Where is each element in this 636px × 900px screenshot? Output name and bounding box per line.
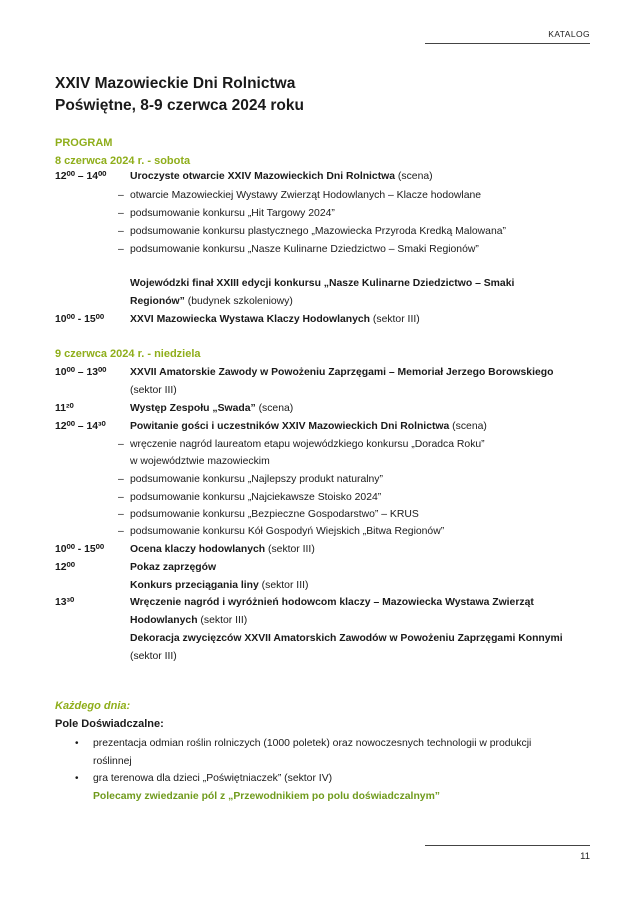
event-location: (budynek szkoleniowy) <box>184 296 293 307</box>
sub-item <box>55 241 595 259</box>
bullet-icon: • <box>75 738 79 749</box>
schedule-row <box>55 400 595 418</box>
time: 12⁰⁰ – 14⁰⁰ <box>55 171 107 182</box>
time: 12⁰⁰ <box>55 562 75 573</box>
event-location: (scena) <box>255 403 294 414</box>
event-location: (sektor III) <box>197 615 248 626</box>
sub-item-text: podsumowanie konkursu plastycznego „Mazowiecka Przyroda Kredką Malowana” <box>130 226 506 237</box>
list-item-text: roślinnej <box>93 756 132 767</box>
event-title: Wojewódzki finał XXIII edycji konkursu „Nasze Kulinarne Dziedzictwo – Smaki <box>130 278 515 289</box>
time: 10⁰⁰ - 15⁰⁰ <box>55 544 105 555</box>
schedule-row <box>55 275 595 293</box>
event-title: Pokaz zaprzęgów <box>130 562 217 573</box>
event-location: (scena) <box>449 421 487 432</box>
sub-item-text: w województwie mazowieckim <box>130 456 270 467</box>
event-location: (sektor III) <box>370 314 420 325</box>
document-title: XXIV Mazowieckie Dni Rolnictwa <box>55 75 296 92</box>
event-title: Konkurs przeciągania liny <box>130 580 259 591</box>
event-title: Hodowlanych <box>130 615 198 626</box>
time: 10⁰⁰ - 15⁰⁰ <box>55 314 105 325</box>
sub-item <box>55 187 595 205</box>
sub-item-text: podsumowanie konkursu „Najciekawsze Stoisko 2024” <box>130 492 382 503</box>
sub-item <box>55 471 595 489</box>
dash: – <box>118 474 124 485</box>
schedule-row <box>55 311 595 329</box>
sub-item <box>55 523 595 541</box>
event-title: Dekoracja zwycięzców XXVII Amatorskich Zawodów w Powożeniu Zaprzęgami Konnymi <box>130 633 563 644</box>
schedule-row <box>55 559 595 577</box>
event-location: (sektor III) <box>130 385 177 396</box>
recommendation-text: Polecamy zwiedzanie pól z „Przewodnikiem po polu doświadczalnym” <box>93 791 441 802</box>
time: 13³⁰ <box>55 597 75 608</box>
dash: – <box>118 244 124 255</box>
schedule-row <box>55 630 595 648</box>
field-heading: Pole Doświadczalne: <box>55 718 164 730</box>
schedule-row <box>55 577 595 595</box>
schedule-row <box>55 418 595 436</box>
day2-heading: 9 czerwca 2024 r. - niedziela <box>55 348 201 360</box>
sub-item-text: podsumowanie konkursu Kół Gospodyń Wiejskich „Bitwa Regionów” <box>130 526 445 537</box>
list-item-text: prezentacja odmian roślin rolniczych (1000 poletek) oraz nowoczesnych technologii w produkcji <box>93 738 532 749</box>
event-location: (sektor III) <box>130 651 177 662</box>
footer-rule <box>425 845 590 846</box>
schedule-row <box>55 168 595 186</box>
sub-item <box>55 489 595 507</box>
recommendation <box>55 788 595 806</box>
event-title: XXVII Amatorskie Zawody w Powożeniu Zaprzęgami – Memoriał Jerzego Borowskiego <box>130 367 554 378</box>
event-title: Wręczenie nagród i wyróżnień hodowcom klaczy – Mazowiecka Wystawa Zwierząt <box>130 597 534 608</box>
program-heading: PROGRAM <box>55 137 113 149</box>
time: 12⁰⁰ – 14³⁰ <box>55 421 106 432</box>
list-item-text: gra terenowa dla dzieci „Poświętniaczek” (sektor IV) <box>93 773 333 784</box>
list-item-continuation <box>55 753 595 771</box>
sub-item-text: podsumowanie konkursu „Nasze Kulinarne Dziedzictwo – Smaki Regionów” <box>130 244 479 255</box>
event-title: Występ Zespołu „Swada” <box>130 403 256 414</box>
schedule-row-continuation <box>55 382 595 400</box>
sub-item-continuation <box>55 453 595 471</box>
bullet-icon: • <box>75 773 79 784</box>
schedule-row <box>55 364 595 382</box>
dash: – <box>118 439 124 450</box>
dash: – <box>118 208 124 219</box>
event-title: XXVI Mazowiecka Wystawa Klaczy Hodowlanych <box>130 314 371 325</box>
sub-item-text: podsumowanie konkursu „Najlepszy produkt naturalny” <box>130 474 383 485</box>
time: 11²⁰ <box>55 403 74 414</box>
event-title: Uroczyste otwarcie XXIV Mazowieckich Dni Rolnictwa <box>130 171 396 182</box>
header-label: KATALOG <box>548 29 590 39</box>
event-location: (scena) <box>395 171 433 182</box>
header-rule <box>425 43 590 44</box>
schedule-row-continuation <box>55 293 595 311</box>
event-title: Regionów” <box>130 296 185 307</box>
time: 10⁰⁰ – 13⁰⁰ <box>55 367 107 378</box>
sub-item <box>55 205 595 223</box>
dash: – <box>118 509 124 520</box>
document-subtitle: Poświętne, 8-9 czerwca 2024 roku <box>55 97 304 114</box>
sub-item-text: podsumowanie konkursu „Hit Targowy 2024” <box>130 208 335 219</box>
event-location: (sektor III) <box>265 544 315 555</box>
sub-item-text: podsumowanie konkursu „Bezpieczne Gospodarstwo” – KRUS <box>130 509 419 520</box>
schedule-row-continuation <box>55 612 595 630</box>
event-location: (sektor III) <box>258 580 309 591</box>
event-title: Ocena klaczy hodowlanych <box>130 544 266 555</box>
day1-heading: 8 czerwca 2024 r. - sobota <box>55 155 191 167</box>
sub-item <box>55 223 595 241</box>
page-number: 11 <box>580 851 590 862</box>
dash: – <box>118 226 124 237</box>
event-title: Powitanie gości i uczestników XXIV Mazowieckich Dni Rolnictwa <box>130 421 450 432</box>
sub-item-text: wręczenie nagród laureatom etapu wojewódzkiego konkursu „Doradca Roku” <box>130 439 485 450</box>
list-item <box>55 735 595 753</box>
dash: – <box>118 526 124 537</box>
sub-item <box>55 436 595 454</box>
dash: – <box>118 492 124 503</box>
sub-item-text: otwarcie Mazowieckiej Wystawy Zwierząt Hodowlanych – Klacze hodowlane <box>130 190 482 201</box>
daily-heading: Każdego dnia: <box>55 700 131 712</box>
schedule-row <box>55 594 595 612</box>
sub-item <box>55 506 595 524</box>
schedule-row-continuation <box>55 648 595 666</box>
schedule-row <box>55 541 595 559</box>
list-item <box>55 770 595 788</box>
dash: – <box>118 190 124 201</box>
